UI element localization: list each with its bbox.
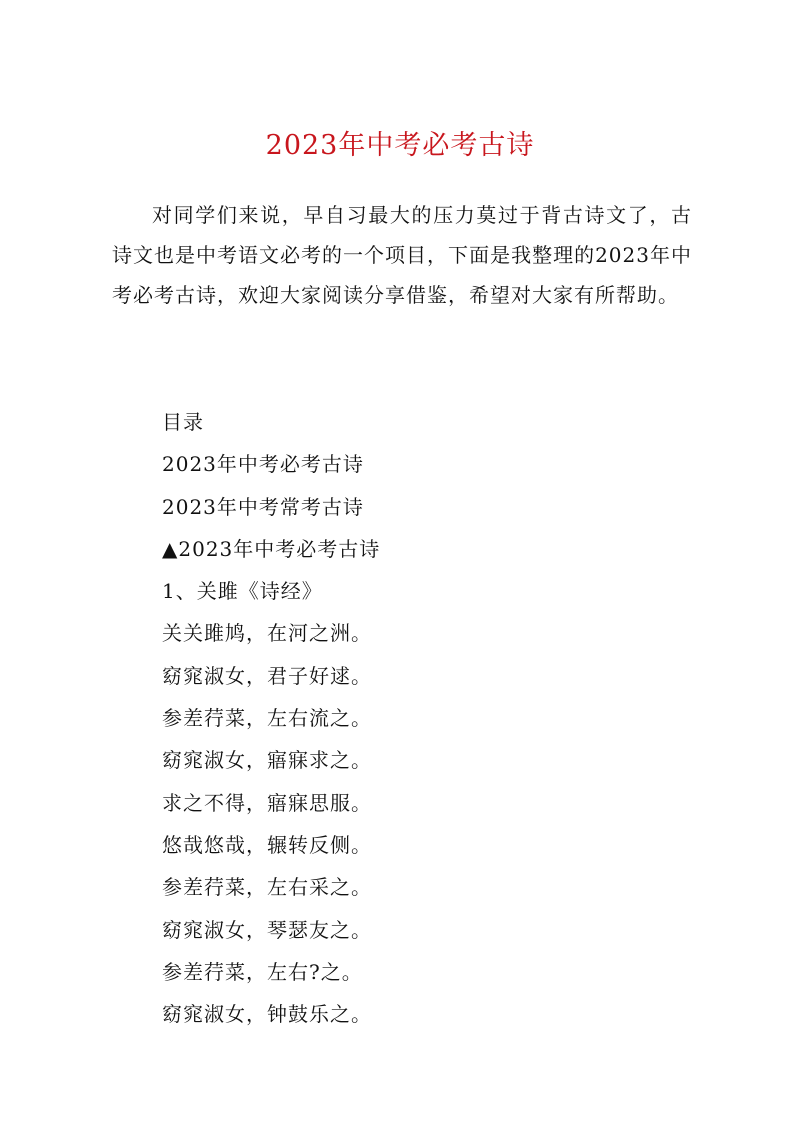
poem-line: 关关雎鸠，在河之洲。	[162, 621, 372, 646]
poem-line: 参差荇菜，左右流之。	[162, 706, 372, 731]
content-lines	[162, 401, 662, 1035]
poem-line: 悠哉悠哉，辗转反侧。	[162, 832, 372, 857]
poem-title: 1、关雎《诗经》	[162, 579, 323, 604]
toc-item[interactable]: 2023年中考常考古诗	[162, 494, 364, 519]
poem-line: 窈窕淑女，琴瑟友之。	[162, 917, 372, 942]
poem-line: 参差荇菜，左右采之。	[162, 875, 372, 900]
toc-item[interactable]: 2023年中考必考古诗	[162, 452, 364, 477]
poem-line: 参差荇菜，左右?之。	[162, 959, 363, 984]
page-title: 2023年中考必考古诗	[265, 130, 535, 161]
poem-line: 窈窕淑女，钟鼓乐之。	[162, 1002, 372, 1027]
poem-line: 窈窕淑女，寤寐求之。	[162, 748, 372, 773]
intro-paragraph: 对同学们来说，早自习最大的压力莫过于背古诗文了，古诗文也是中考语文必考的一个项目，下面是我整理的2023年中考必考古诗，欢迎大家阅读分享借鉴，希望对大家有所帮助。	[112, 203, 692, 307]
poem-line: 窈窕淑女，君子好逑。	[162, 663, 372, 688]
toc-heading: 目录	[162, 410, 204, 434]
section-heading: ▲2023年中考必考古诗	[162, 536, 381, 561]
poem-line: 求之不得，寤寐思服。	[162, 790, 372, 815]
